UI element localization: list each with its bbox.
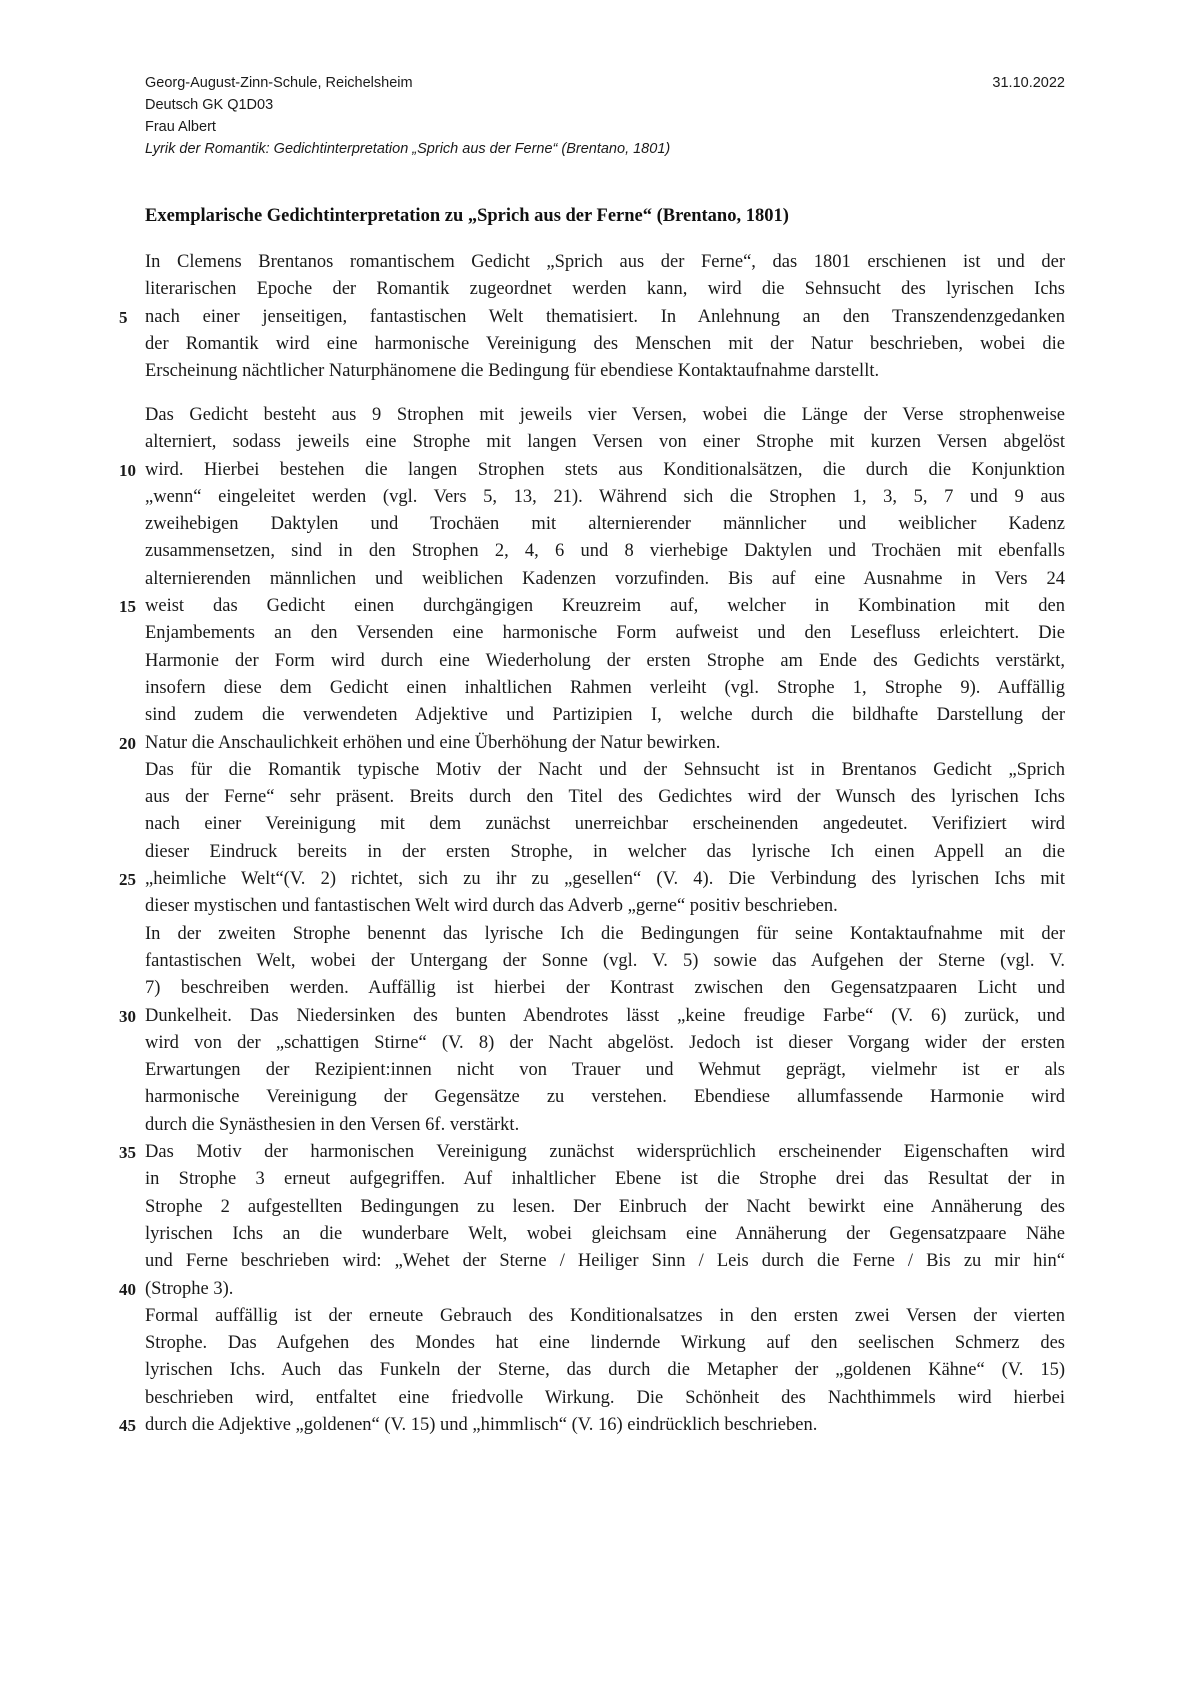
text-line: In der zweiten Strophe benennt das lyrische Ich die Bedingungen für seine Kontaktaufnahme mit der [145, 923, 1065, 944]
text-line: „wenn“ eingeleitet werden (vgl. Vers 5, 13, 21). Während sich die Strophen 1, 3, 5, 7 und 9 aus [145, 486, 1065, 507]
text-line [119, 1412, 1065, 1439]
line-number: 20 [119, 733, 136, 753]
text-line: lyrischen Ichs an die wunderbare Welt, wobei gleichsam eine Annäherung der Gegensatzpaare Nähe [145, 1223, 1065, 1244]
teacher-name: Frau Albert [145, 119, 216, 135]
school-name: Georg-August-Zinn-Schule, Reichelsheim [145, 75, 413, 91]
text-line [119, 1139, 1065, 1166]
text-line: wird von der „schattigen Stirne“ (V. 8) der Nacht abgelöst. Jedoch ist dieser Vorgang wider der ersten [145, 1032, 1065, 1053]
text-line: insofern diese dem Gedicht einen inhaltlichen Rahmen verleiht (vgl. Strophe 1, Strophe 9). Auffällig [145, 677, 1065, 698]
document-title: Exemplarische Gedichtinterpretation zu „Sprich aus der Ferne“ (Brentano, 1801) [145, 206, 789, 226]
text-line-content: (Strophe 3). [145, 1278, 234, 1299]
text-line: alternierenden männlichen und weiblichen Kadenzen vorzufinden. Bis auf eine Ausnahme in Vers 24 [145, 568, 1065, 589]
text-line [119, 304, 1065, 331]
text-line-content: Das Motiv der harmonischen Vereinigung zunächst widersprüchlich erscheinender Eigenschaften wird [145, 1142, 1065, 1163]
text-line: Strophe. Das Aufgehen des Mondes hat eine lindernde Wirkung auf den seelischen Schmerz des [145, 1333, 1065, 1354]
text-line-content: wird. Hierbei bestehen die langen Strophen stets aus Konditionalsätzen, die durch die Konjunktion [145, 459, 1065, 480]
text-line [119, 866, 1065, 893]
text-line: fantastischen Welt, wobei der Untergang der Sonne (vgl. V. 5) sowie das Aufgehen der Sterne (vgl. V. [145, 950, 1065, 971]
paragraph-introduction [119, 249, 1065, 385]
text-line: durch die Synästhesien in den Versen 6f. verstärkt. [145, 1114, 520, 1135]
topic-line: Lyrik der Romantik: Gedichtinterpretation „Sprich aus der Ferne“ (Brentano, 1801) [145, 141, 671, 157]
text-line-content: nach einer jenseitigen, fantastischen Welt thematisiert. In Anlehnung an den Transzendenzgedanken [145, 306, 1065, 327]
document-header [145, 72, 1065, 160]
text-line: der Romantik wird eine harmonische Vereinigung des Menschen mit der Natur beschrieben, wobei die [145, 333, 1065, 354]
document-date: 31.10.2022 [992, 75, 1065, 91]
text-line [119, 593, 1065, 620]
line-number: 35 [119, 1143, 136, 1163]
text-line-content: Dunkelheit. Das Niedersinken des bunten Abendrotes lässt „keine freudige Farbe“ (V. 6) zurück, und [145, 1005, 1065, 1026]
text-line: beschrieben wird, entfaltet eine friedvolle Wirkung. Die Schönheit des Nachthimmels wird hierbei [145, 1387, 1065, 1408]
text-line [119, 730, 1065, 757]
text-line-content: weist das Gedicht einen durchgängigen Kreuzreim auf, welcher in Kombination mit den [145, 596, 1065, 617]
text-line: sind zudem die verwendeten Adjektive und Partizipien I, welche durch die bildhafte Darstellung der [145, 705, 1065, 726]
line-number: 15 [119, 597, 136, 617]
text-line: Formal auffällig ist der erneute Gebrauch des Konditionalsatzes in den ersten zwei Versen der vierten [145, 1305, 1065, 1326]
text-line-content: Natur die Anschaulichkeit erhöhen und eine Überhöhung der Natur bewirken. [145, 732, 721, 753]
line-number: 5 [119, 307, 128, 327]
line-number: 45 [119, 1415, 136, 1435]
line-number: 10 [119, 460, 136, 480]
line-number: 30 [119, 1006, 136, 1026]
line-number: 40 [119, 1279, 136, 1299]
text-line: dieser Eindruck bereits in der ersten Strophe, in welcher das lyrische Ich einen Appell an die [145, 841, 1065, 862]
text-line: zusammensetzen, sind in den Strophen 2, 4, 6 und 8 vierhebige Daktylen und Trochäen mit ebenfalls [145, 541, 1065, 562]
text-line: 7) beschreiben werden. Auffällig ist hierbei der Kontrast zwischen den Gegensatzpaaren Licht und [145, 978, 1065, 999]
text-line [119, 457, 1065, 484]
text-line: Das Gedicht besteht aus 9 Strophen mit jeweils vier Versen, wobei die Länge der Verse strophenweise [145, 405, 1065, 425]
text-line: Das für die Romantik typische Motiv der Nacht und der Sehnsucht ist in Brentanos Gedicht „Sprich [145, 759, 1065, 780]
text-line: alterniert, sodass jeweils eine Strophe mit langen Versen von einer Strophe mit kurzen Versen abgelöst [145, 432, 1065, 453]
paragraph-analysis [119, 402, 1065, 1439]
text-line: In Clemens Brentanos romantischem Gedicht „Sprich aus der Ferne“, das 1801 erschienen ist und der [145, 252, 1065, 272]
text-line-content: durch die Adjektive „goldenen“ (V. 15) und „himmlisch“ (V. 16) eindrücklich beschrieben. [145, 1414, 818, 1435]
text-line: Strophe 2 aufgestellten Bedingungen zu lesen. Der Einbruch der Nacht bewirkt eine Annäherung des [145, 1196, 1065, 1217]
text-line: harmonische Vereinigung der Gegensätze zu verstehen. Ebendiese allumfassende Harmonie wird [145, 1087, 1065, 1108]
text-line: Harmonie der Form wird durch eine Wiederholung der ersten Strophe am Ende des Gedichts verstärkt, [145, 650, 1065, 671]
text-line: literarischen Epoche der Romantik zugeordnet werden kann, wird die Sehnsucht des lyrischen Ichs [145, 279, 1065, 300]
text-line [119, 1003, 1065, 1030]
text-line: Enjambements an den Versenden eine harmonische Form aufweist und den Lesefluss erleichtert. Die [145, 623, 1065, 644]
text-line: aus der Ferne“ sehr präsent. Breits durch den Titel des Gedichtes wird der Wunsch des lyrischen Ichs [145, 787, 1065, 808]
line-number: 25 [119, 870, 136, 890]
text-line: in Strophe 3 erneut aufgegriffen. Auf inhaltlicher Ebene ist die Strophe drei das Resultat der in [145, 1169, 1065, 1190]
text-line-content: „heimliche Welt“(V. 2) richtet, sich zu ihr zu „gesellen“ (V. 4). Die Verbindung des lyrischen Ichs mit [145, 869, 1065, 890]
text-line: und Ferne beschrieben wird: „Wehet der Sterne / Heiliger Sinn / Leis durch die Ferne / Bis zu mir hin“ [145, 1251, 1065, 1272]
text-line: lyrischen Ichs. Auch das Funkeln der Sterne, das durch die Metapher der „goldenen Kähne“ (V. 15) [145, 1360, 1065, 1381]
text-line: Erwartungen der Rezipient:innen nicht von Trauer und Wehmut geprägt, vielmehr ist er als [145, 1060, 1065, 1081]
text-line: nach einer Vereinigung mit dem zunächst unerreichbar erscheinenden angedeutet. Verifiziert wird [145, 814, 1065, 835]
text-line: dieser mystischen und fantastischen Welt wird durch das Adverb „gerne“ positiv beschrieben. [145, 896, 838, 917]
text-line: Erscheinung nächtlicher Naturphänomene die Bedingung für ebendiese Kontaktaufnahme darstellt. [145, 361, 880, 382]
course-name: Deutsch GK Q1D03 [145, 97, 274, 113]
text-line: zweihebigen Daktylen und Trochäen mit alternierender männlicher und weiblicher Kadenz [145, 514, 1065, 535]
text-line [119, 1276, 1065, 1303]
